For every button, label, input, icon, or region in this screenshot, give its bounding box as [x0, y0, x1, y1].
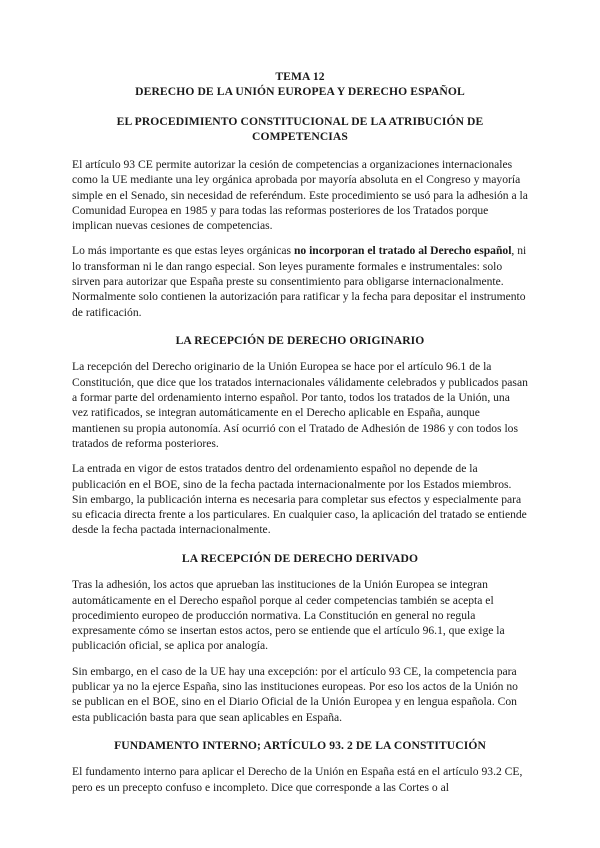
paragraph: El artículo 93 CE permite autorizar la cesión de competencias a organizaciones internacionales como la UE mediante una ley orgánica aprobada por mayoría absoluta en el Congreso y mayoría simple en el Senado, sin necesidad de referéndum. Este procedimiento se usó para la adhesión a la Comunidad Europea en 1985 y para todas las reformas posteriores de los Tratados porque implican nuevas cesiones de competencias. [72, 158, 528, 233]
section-heading-originario: LA RECEPCIÓN DE DERECHO ORIGINARIO [175, 333, 425, 347]
topic-title: DERECHO DE LA UNIÓN EUROPEA Y DERECHO ESPAÑOL [135, 84, 465, 98]
topic-number: TEMA 12 [275, 70, 325, 83]
paragraph: Sin embargo, en el caso de la UE hay una excepción: por el artículo 93 CE, la competencia para publicar ya no la ejerce España, sino las instituciones europeas. Por eso los actos de la Unión no se publican en el BOE, sino en el Diario Oficial de la Unión Europea y en lengua española. Con esta publicación basta para que sean aplicables en España. [72, 664, 518, 724]
paragraph: La recepción del Derecho originario de la Unión Europea se hace por el artículo 96.1 de la Constitución, que dice que los tratados internacionales válidamente celebrados y publicados pasan a formar parte del ordenamiento interno español. Por tanto, todos los tratados de la Unión, una vez ratificados, se integran automáticamente en el Derecho aplicable en España, aunque mantienen su propia autonomía. Así ocurrió con el Tratado de Adhesión de 1986 y con todos los tratados de reforma posteriores. [72, 360, 528, 450]
paragraph [72, 243, 528, 319]
paragraph: El fundamento interno para aplicar el Derecho de la Unión en España está en el artículo 93.2 CE, pero es un precepto confuso e incompleto. Dice que corresponde a las Cortes o al [72, 765, 523, 794]
section-heading-fundamento: FUNDAMENTO INTERNO; ARTÍCULO 93. 2 DE LA CONSTITUCIÓN [114, 738, 486, 752]
document-title-block [72, 70, 528, 99]
bold-emphasis: no incorporan el tratado al Derecho español [293, 244, 512, 258]
paragraph: Tras la adhesión, los actos que aprueban las instituciones de la Unión Europea se integran automáticamente en el Derecho español porque al ceder competencias también se acepta el procedimiento europeo de producción normativa. La Constitución en general no regula expresamente cómo se insertan estos actos, pero se entiende que el artículo 96.1, que exige la publicación oficial, se aplica por analogía. [72, 578, 505, 653]
paragraph-text: Lo más importante es que estas leyes orgánicas [72, 244, 294, 258]
section-heading-derivado: LA RECEPCIÓN DE DERECHO DERIVADO [181, 551, 419, 565]
paragraph-text: , ni lo transforman ni le dan rango especial. Son leyes puramente formales e instrumentales: solo sirven para autorizar que España preste su consentimiento para obligarse internacionalmente. Normalmente solo contienen la autorización para ratificar y la fecha para depositar el instrumento de ratificación. [72, 244, 527, 319]
section-heading-atribucion: EL PROCEDIMIENTO CONSTITUCIONAL DE LA ATRIBUCIÓN DE COMPETENCIAS [116, 115, 484, 143]
paragraph: La entrada en vigor de estos tratados dentro del ordenamiento español no depende de la publicación en el BOE, sino de la fecha pactada internacionalmente por los Estados miembros. Sin embargo, la publicación interna es necesaria para completar sus efectos y especialmente para su eficacia directa frente a los particulares. En cualquier caso, la aplicación del tratado se entiende desde la fecha pactada internacionalmente. [72, 462, 527, 537]
